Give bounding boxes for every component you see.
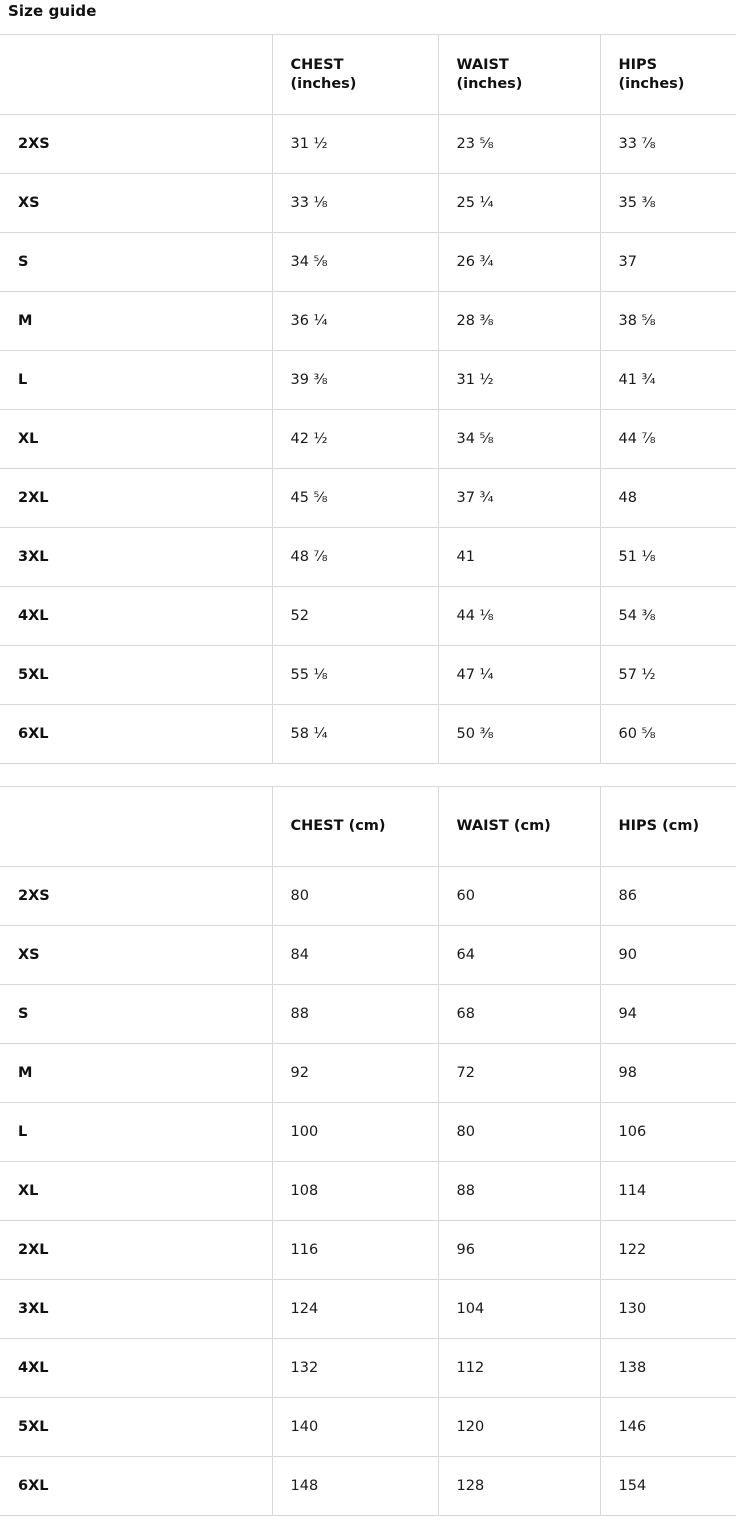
cell-waist: 47 ¼ [438,646,600,705]
header-hips-line1: HIPS [618,57,658,74]
table-row [0,1162,736,1221]
cell-chest: 58 ¼ [272,705,438,764]
row-label-m: M [0,292,272,351]
cell-chest: 80 [272,867,438,926]
cell-waist: 68 [438,985,600,1044]
page-title: Size guide [8,2,97,20]
table-row [0,926,736,985]
table-row [0,1457,736,1516]
cell-chest: 45 ⅝ [272,469,438,528]
header-cell-size [0,35,272,115]
header-cell-waist [438,35,600,115]
table-row [0,528,736,587]
table-row [0,705,736,764]
cell-chest: 34 ⅝ [272,233,438,292]
cell-hips: 94 [600,985,736,1044]
cell-waist: 26 ¾ [438,233,600,292]
table-row [0,174,736,233]
row-label-l: L [0,1103,272,1162]
header-cell-hips-cm: HIPS (cm) [600,787,736,867]
cell-chest: 48 ⅞ [272,528,438,587]
table-row [0,867,736,926]
table-header-row [0,787,736,867]
table-row [0,985,736,1044]
cell-waist: 37 ¾ [438,469,600,528]
cell-hips: 90 [600,926,736,985]
cell-chest: 31 ½ [272,115,438,174]
header-chest-line1: CHEST [290,57,344,74]
row-label-xl: XL [0,410,272,469]
cell-waist: 64 [438,926,600,985]
cell-hips: 98 [600,1044,736,1103]
cell-waist: 60 [438,867,600,926]
cell-waist: 23 ⅝ [438,115,600,174]
row-label-s: S [0,233,272,292]
cell-chest: 116 [272,1221,438,1280]
cell-hips: 138 [600,1339,736,1398]
size-table-inches [0,34,736,764]
cell-hips: 41 ¾ [600,351,736,410]
cell-chest: 108 [272,1162,438,1221]
table-row [0,292,736,351]
cell-waist: 112 [438,1339,600,1398]
table-row [0,646,736,705]
cell-hips: 122 [600,1221,736,1280]
cell-waist: 34 ⅝ [438,410,600,469]
header-waist-line1: WAIST [456,57,509,74]
table-row [0,1339,736,1398]
cell-hips: 57 ½ [600,646,736,705]
table-body-inches [0,115,736,764]
row-label-m: M [0,1044,272,1103]
table-row [0,587,736,646]
row-label-2xl: 2XL [0,1221,272,1280]
cell-hips: 35 ⅜ [600,174,736,233]
cell-hips: 38 ⅝ [600,292,736,351]
cell-hips: 130 [600,1280,736,1339]
table-row [0,233,736,292]
row-label-4xl: 4XL [0,587,272,646]
cell-waist: 28 ⅜ [438,292,600,351]
cell-chest: 42 ½ [272,410,438,469]
cell-hips: 114 [600,1162,736,1221]
table-row [0,1398,736,1457]
row-label-5xl: 5XL [0,646,272,705]
cell-waist: 44 ⅛ [438,587,600,646]
cell-waist: 104 [438,1280,600,1339]
cell-chest: 55 ⅛ [272,646,438,705]
cell-hips: 86 [600,867,736,926]
cell-waist: 96 [438,1221,600,1280]
row-label-2xl: 2XL [0,469,272,528]
header-cell-chest-cm: CHEST (cm) [272,787,438,867]
row-label-3xl: 3XL [0,528,272,587]
table-row [0,1044,736,1103]
cell-chest: 88 [272,985,438,1044]
cell-chest: 124 [272,1280,438,1339]
row-label-2xs: 2XS [0,115,272,174]
cell-chest: 140 [272,1398,438,1457]
cell-waist: 50 ⅜ [438,705,600,764]
cell-chest: 92 [272,1044,438,1103]
cell-hips: 51 ⅛ [600,528,736,587]
cell-hips: 37 [600,233,736,292]
table-row [0,351,736,410]
cell-hips: 48 [600,469,736,528]
table-body-cm [0,867,736,1516]
cell-hips: 154 [600,1457,736,1516]
table-spacer [0,764,736,786]
cell-chest: 52 [272,587,438,646]
table-row [0,410,736,469]
cell-chest: 39 ⅜ [272,351,438,410]
table-row [0,1221,736,1280]
header-cell-size [0,787,272,867]
cell-waist: 72 [438,1044,600,1103]
cell-waist: 88 [438,1162,600,1221]
header-cell-hips [600,35,736,115]
size-table-cm [0,786,736,1516]
header-cell-chest [272,35,438,115]
row-label-3xl: 3XL [0,1280,272,1339]
table-row [0,469,736,528]
cell-hips: 44 ⅞ [600,410,736,469]
cell-chest: 33 ⅛ [272,174,438,233]
row-label-5xl: 5XL [0,1398,272,1457]
row-label-xl: XL [0,1162,272,1221]
cell-hips: 54 ⅜ [600,587,736,646]
row-label-6xl: 6XL [0,1457,272,1516]
cell-waist: 31 ½ [438,351,600,410]
row-label-6xl: 6XL [0,705,272,764]
cell-chest: 132 [272,1339,438,1398]
cell-chest: 36 ¼ [272,292,438,351]
table-row [0,1280,736,1339]
cell-waist: 120 [438,1398,600,1457]
cell-waist: 25 ¼ [438,174,600,233]
header-waist-line2: (inches) [456,75,523,92]
row-label-l: L [0,351,272,410]
cell-hips: 146 [600,1398,736,1457]
row-label-2xs: 2XS [0,867,272,926]
cell-hips: 60 ⅝ [600,705,736,764]
cell-waist: 41 [438,528,600,587]
row-label-xs: XS [0,926,272,985]
table-row [0,1103,736,1162]
header-cell-waist-cm: WAIST (cm) [438,787,600,867]
cell-hips: 106 [600,1103,736,1162]
header-hips-line2: (inches) [618,75,685,92]
cell-chest: 84 [272,926,438,985]
row-label-xs: XS [0,174,272,233]
table-row [0,115,736,174]
cell-waist: 128 [438,1457,600,1516]
cell-hips: 33 ⅞ [600,115,736,174]
cell-waist: 80 [438,1103,600,1162]
row-label-s: S [0,985,272,1044]
row-label-4xl: 4XL [0,1339,272,1398]
header-chest-line2: (inches) [290,75,357,92]
table-head-cm [0,787,736,867]
table-header-row [0,35,736,115]
table-head-inches [0,35,736,115]
cell-chest: 100 [272,1103,438,1162]
cell-chest: 148 [272,1457,438,1516]
